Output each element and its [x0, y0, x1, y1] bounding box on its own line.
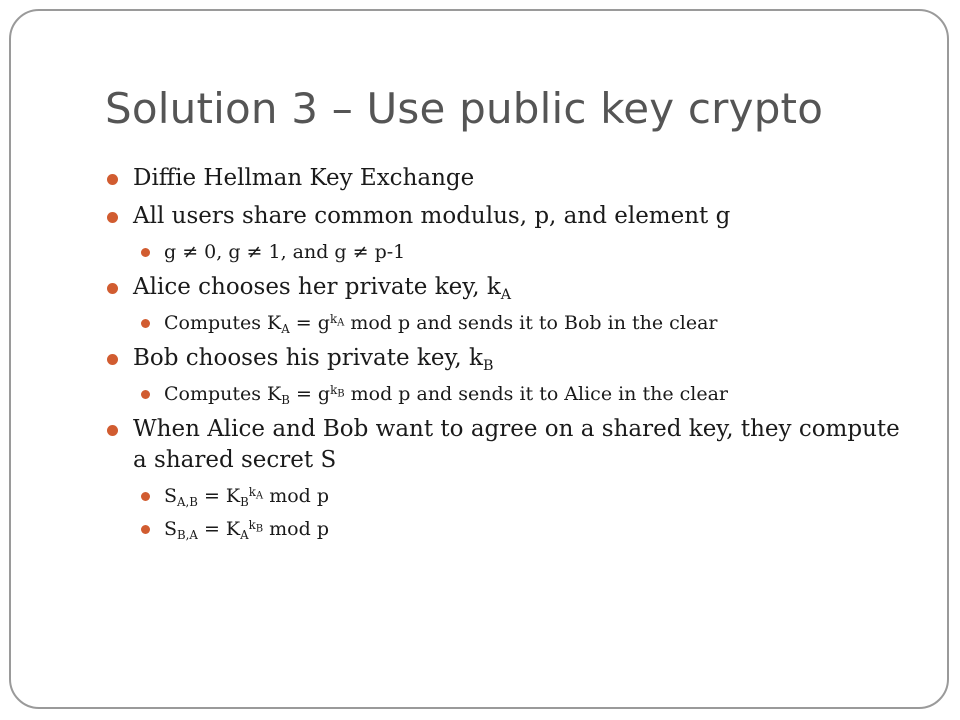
exponent-subscript: B — [255, 523, 264, 535]
formula-eq: = K — [197, 518, 241, 540]
exponent — [329, 311, 345, 329]
subbullet-g-constraints — [107, 239, 907, 265]
formula-eq: = g — [289, 312, 330, 334]
exponent-base: k — [329, 311, 338, 326]
bullet-text: Diffie Hellman Key Exchange — [133, 165, 475, 191]
exponent — [248, 517, 264, 535]
bullet-dot-icon — [141, 248, 150, 257]
bullet-dot-icon — [141, 319, 150, 328]
formula-eq: = K — [197, 485, 241, 507]
subscript: B — [482, 357, 494, 374]
slide-title: Solution 3 – Use public key crypto — [105, 84, 824, 133]
bullet-text: All users share common modulus, p, and element g — [133, 203, 731, 229]
subbullet-alice-computes — [107, 310, 907, 336]
bullet-shared-secret — [107, 414, 907, 476]
bullet-dot-icon — [141, 390, 150, 399]
bullet-dot-icon — [107, 283, 118, 294]
formula-eq: = g — [289, 383, 331, 405]
bullet-dot-icon — [107, 174, 118, 185]
formula-suffix: mod p and sends it to Alice in the clear — [344, 383, 728, 405]
formula-prefix: Computes K — [164, 383, 282, 405]
bullet-common-modulus — [107, 201, 907, 232]
subbullet-s-ab — [107, 483, 907, 509]
bullet-dot-icon — [141, 492, 150, 501]
exponent — [330, 382, 345, 400]
exponent-base: k — [248, 517, 256, 532]
bullet-list — [107, 163, 907, 542]
subbullet-bob-computes — [107, 381, 907, 407]
exponent-base: k — [330, 382, 338, 397]
slide-body — [107, 156, 907, 542]
exponent-subscript: A — [255, 490, 264, 502]
formula-suffix: mod p and sends it to Bob in the clear — [344, 312, 718, 334]
bullet-dot-icon — [107, 354, 118, 365]
exponent — [248, 484, 264, 502]
exponent-subscript: B — [337, 388, 345, 400]
subscript: B,A — [177, 528, 198, 543]
bullet-text: Alice chooses her private key, k — [133, 274, 501, 300]
formula-s: S — [164, 518, 178, 540]
bullet-alice-private-key — [107, 272, 907, 303]
subscript: B — [281, 393, 290, 408]
exponent-base: k — [248, 484, 256, 499]
bullet-dot-icon — [107, 425, 118, 436]
bullet-dot-icon — [141, 525, 150, 534]
subscript: A — [240, 528, 249, 543]
bullet-text: When Alice and Bob want to agree on a shared key, they compute a shared secret S — [133, 416, 900, 473]
bullet-bob-private-key — [107, 343, 907, 374]
bullet-text: g ≠ 0, g ≠ 1, and g ≠ p-1 — [164, 241, 406, 263]
subscript: A — [281, 322, 290, 337]
formula-prefix: Computes K — [164, 312, 282, 334]
bullet-diffie-hellman — [107, 163, 907, 194]
subscript: A,B — [177, 495, 198, 510]
formula-s: S — [164, 485, 178, 507]
subbullet-s-ba — [107, 516, 907, 542]
bullet-text: Bob chooses his private key, k — [133, 345, 483, 371]
subscript: B — [240, 495, 249, 510]
bullet-dot-icon — [107, 212, 118, 223]
formula-suffix: mod p — [263, 518, 329, 540]
exponent-subscript: A — [337, 317, 345, 329]
subscript: A — [500, 286, 512, 303]
formula-suffix: mod p — [263, 485, 330, 507]
